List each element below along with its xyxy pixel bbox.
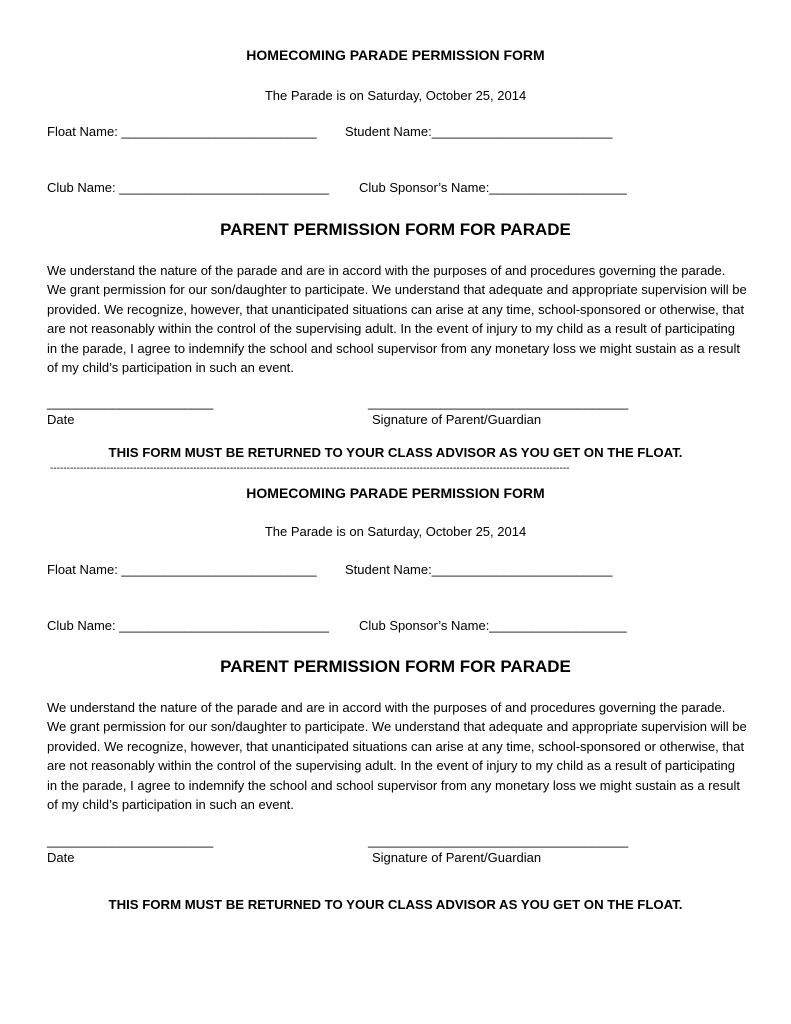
return-notice: THIS FORM MUST BE RETURNED TO YOUR CLASS ADVISOR AS YOU GET ON THE FLOAT. [108,897,683,912]
permission-body: We understand the nature of the parade and are in accord with the purposes of and procedures governing the parade. We grant permission for our son/daughter to participate. We understand that adequate and appropriate supervision will be provided. We recognize, however, that unanticipated situations can arise at any time, school-sponsored or otherwise, that are not reasonably within the control of the supervising adult. In the event of injury to my child as a result of participating in the parade, I agree to indemnify the school and school supervisor from any monetary loss we might sustain as a result of my child’s participation in such an event. [47,700,747,813]
signature-label: Signature of Parent/Guardian [372,412,542,427]
float-name-field[interactable]: Float Name: ___________________________ [47,124,317,139]
date-label: Date [47,412,75,427]
permission-body: We understand the nature of the parade and are in accord with the purposes of and procedures governing the parade. We grant permission for our son/daughter to participate. We understand that adequate and appropriate supervision will be provided. We recognize, however, that unanticipated situations can arise at any time, school-sponsored or otherwise, that are not reasonably within the control of the supervising adult. In the event of injury to my child as a result of participating in the parade, I agree to indemnify the school and school supervisor from any monetary loss we might sustain as a result of my child’s participation in such an event. [47,263,747,376]
float-name-field[interactable]: Float Name: ___________________________ [47,562,317,577]
cut-line: ------------------------------------------------------------------------------------------------------------------------------------------------------------ [50,463,570,474]
parade-date: The Parade is on Saturday, October 25, 2014 [264,88,527,103]
signature-label: Signature of Parent/Guardian [372,850,542,865]
date-signature-line[interactable]: _______________________ [47,395,214,410]
date-signature-line[interactable]: _______________________ [47,833,214,848]
permission-heading: PARENT PERMISSION FORM FOR PARADE [220,657,571,676]
student-name-field[interactable]: Student Name:_________________________ [345,562,613,577]
club-name-field[interactable]: Club Name: _____________________________ [47,180,329,195]
date-label: Date [47,850,75,865]
form-title: HOMECOMING PARADE PERMISSION FORM [246,485,545,501]
form-title: HOMECOMING PARADE PERMISSION FORM [246,47,545,63]
student-name-field[interactable]: Student Name:_________________________ [345,124,613,139]
club-name-field[interactable]: Club Name: _____________________________ [47,618,329,633]
parade-date: The Parade is on Saturday, October 25, 2014 [264,524,527,539]
club-sponsor-field[interactable]: Club Sponsor’s Name:___________________ [359,618,627,633]
permission-heading: PARENT PERMISSION FORM FOR PARADE [220,220,571,239]
return-notice: THIS FORM MUST BE RETURNED TO YOUR CLASS ADVISOR AS YOU GET ON THE FLOAT. [108,445,683,460]
parent-signature-line[interactable]: ____________________________________ [368,833,629,848]
parent-signature-line[interactable]: ____________________________________ [368,395,629,410]
club-sponsor-field[interactable]: Club Sponsor’s Name:___________________ [359,180,627,195]
